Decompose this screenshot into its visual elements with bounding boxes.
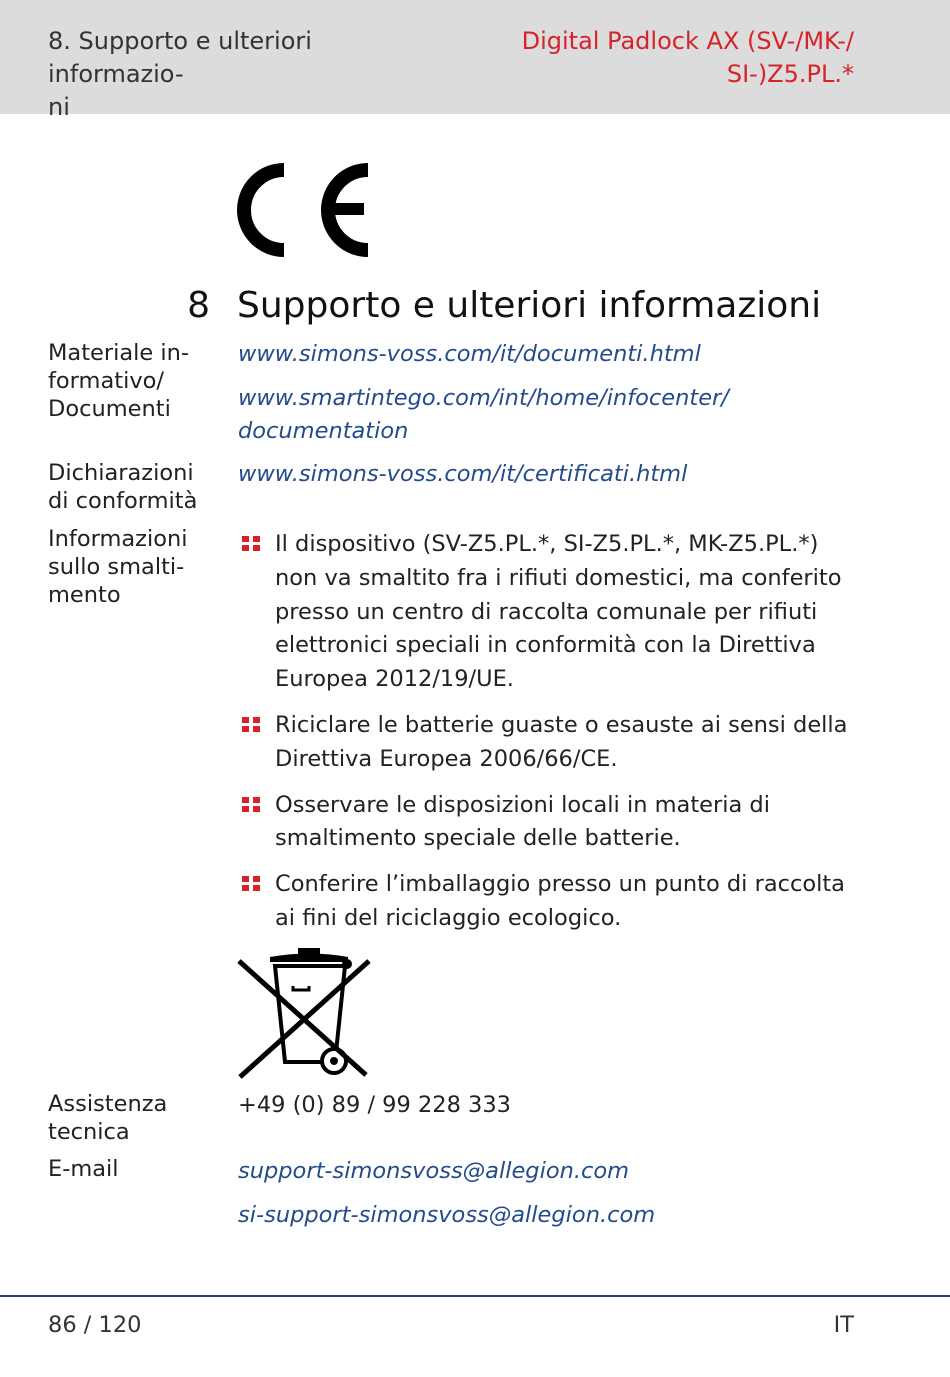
support-phone: +49 (0) 89 / 99 228 333 xyxy=(238,1092,511,1118)
crossed-out-wheelie-bin-icon xyxy=(236,944,372,1084)
disposal-list xyxy=(242,528,852,948)
red-bullet-icon xyxy=(242,717,260,733)
support-email-link[interactable]: support-simonsvoss@allegion.com xyxy=(238,1158,630,1184)
chapter-number: 8 xyxy=(187,285,210,326)
conformity-label: Dichiarazioni di conformità xyxy=(48,460,198,514)
red-bullet-icon xyxy=(242,797,260,813)
disposal-label: Informazioni sullo smalti- mento xyxy=(48,526,188,608)
footer-divider xyxy=(0,1295,950,1297)
list-item xyxy=(242,528,852,697)
page-number: 86 / 120 xyxy=(48,1312,142,1338)
smartintego-documentation-link[interactable]: www.smartintego.com/int/home/infocenter/ documentation xyxy=(238,385,729,444)
list-item-text: Conferire l’imballaggio presso un punto di raccolta ai fini del riciclaggio ecologico. xyxy=(275,871,845,931)
list-item xyxy=(242,709,852,777)
list-item-text: Osservare le disposizioni locali in materia di smaltimento speciale delle batterie. xyxy=(275,791,770,852)
list-item-text: Il dispositivo (SV-Z5.PL.*, SI-Z5.PL.*, MK-Z5.PL.*) non va smaltito fra i rifiuti domestici, ma conferito presso un centro di raccolta comunale per rifiuti elettronici speciali in conformità con la Direttiva Europea 2012/19/UE. xyxy=(275,531,842,693)
support-label: Assistenza tecnica xyxy=(48,1091,168,1145)
header-product-name: Digital Padlock AX (SV-/MK-/ SI-)Z5.PL.* xyxy=(521,27,854,88)
list-item-text: Riciclare le batterie guaste o esauste ai sensi della Direttiva Europea 2006/66/CE. xyxy=(275,711,848,772)
chapter-title: Supporto e ulteriori informazioni xyxy=(237,285,822,326)
documents-link[interactable]: www.simons-voss.com/it/documenti.html xyxy=(238,341,701,367)
red-bullet-icon xyxy=(242,876,260,892)
si-support-email-link[interactable]: si-support-simonsvoss@allegion.com xyxy=(238,1202,656,1228)
certificates-link[interactable]: www.simons-voss.com/it/certificati.html xyxy=(238,461,688,487)
header-section-title: 8. Supporto e ulteriori informazio- ni xyxy=(48,27,312,121)
red-bullet-icon xyxy=(242,536,260,552)
list-item xyxy=(242,789,852,857)
list-item xyxy=(242,868,852,936)
language-code: IT xyxy=(833,1312,854,1338)
info-material-label: Materiale in- formativo/ Documenti xyxy=(48,340,190,422)
ce-mark-logo xyxy=(236,158,376,266)
page-header xyxy=(0,0,950,121)
email-label: E-mail xyxy=(48,1156,119,1182)
